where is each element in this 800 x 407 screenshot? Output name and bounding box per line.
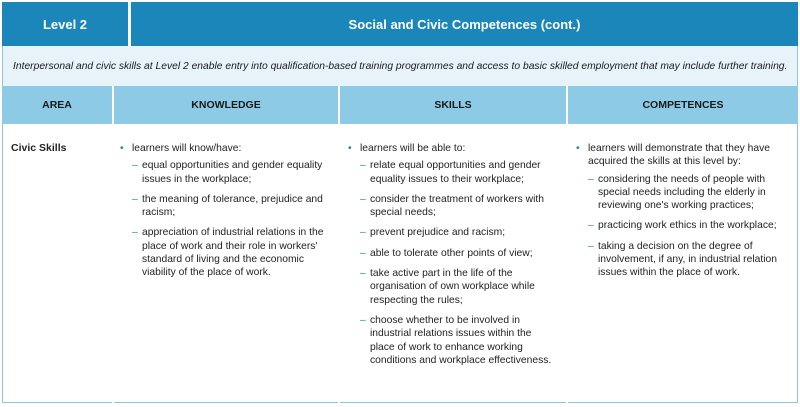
list-item: – able to tolerate other points of view; — [360, 247, 556, 260]
title-bar — [2, 2, 798, 46]
column-header-knowledge: KNOWLEDGE — [114, 86, 338, 124]
list-item: – choose whether to be involved in industrial relations issues within the place of work to enhance working conditions and workplace effectiveness. — [360, 314, 556, 367]
area-cell — [2, 124, 112, 403]
knowledge-lead: learners will know/have: — [132, 143, 242, 154]
column-divider — [566, 86, 568, 403]
skills-cell — [340, 124, 566, 403]
area-label: Civic Skills — [11, 142, 67, 154]
list-item — [576, 142, 791, 280]
knowledge-cell — [114, 124, 338, 403]
list-item: – appreciation of industrial relations in the place of work and their role in workers' standard of living and the economic viability of the place of work. — [132, 226, 332, 279]
skills-lead: learners will be able to: — [360, 143, 466, 154]
knowledge-list — [120, 142, 332, 287]
intro-text: Interpersonal and civic skills at Level 2 enable entry into qualification-based training programmes and access to basic skilled employment that may include further training. — [2, 46, 798, 86]
competences-cell — [568, 124, 798, 403]
list-item — [348, 142, 556, 367]
column-divider — [338, 86, 340, 403]
list-item: – the meaning of tolerance, prejudice and racism; — [132, 193, 332, 220]
list-item: – take active part in the life of the organisation of own workplace while respecting the rules; — [360, 267, 556, 307]
competences-lead: learners will demonstrate that they have acquired the skills at this level by: — [588, 143, 771, 168]
level-label: Level 2 — [2, 2, 131, 46]
skills-list — [348, 142, 556, 374]
competences-list — [576, 142, 791, 287]
column-divider — [112, 86, 114, 403]
list-item: – equal opportunities and gender equality issues in the workplace; — [132, 159, 332, 186]
column-header-competences: COMPETENCES — [568, 86, 798, 124]
list-item — [120, 142, 332, 280]
table-title: Social and Civic Competences (cont.) — [348, 16, 581, 32]
competence-table — [2, 2, 798, 403]
list-item: – consider the treatment of workers with special needs; — [360, 193, 556, 220]
list-item: – prevent prejudice and racism; — [360, 226, 556, 239]
list-item: – taking a decision on the degree of involvement, if any, in industrial relation issues within the place of work. — [588, 240, 791, 280]
column-header-skills: SKILLS — [340, 86, 566, 124]
list-item: – considering the needs of people with special needs including the elderly in reviewing one's working practices; — [588, 173, 791, 213]
column-header-area: AREA — [2, 86, 112, 124]
list-item: – practicing work ethics in the workplace; — [588, 219, 791, 232]
list-item: – relate equal opportunities and gender equality issues to their workplace; — [360, 159, 556, 186]
